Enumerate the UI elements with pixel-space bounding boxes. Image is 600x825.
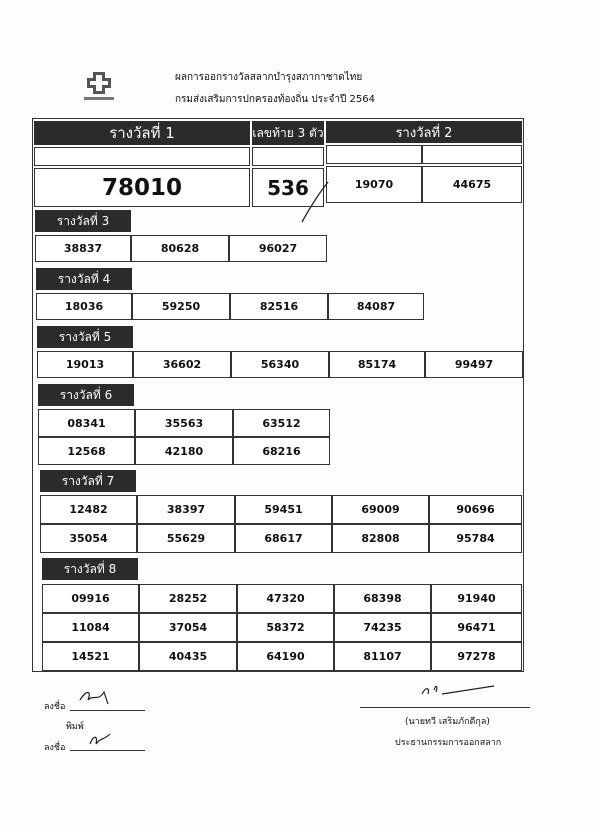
prize4-number: 18036 [36,293,132,320]
prize6-number: 68216 [233,437,330,465]
prize4-number: 82516 [230,293,328,320]
prize6-label: รางวัลที่ 6 [38,384,134,406]
prize4-number: 84087 [328,293,424,320]
prize7-number: 35054 [40,524,137,553]
blank-cell [252,147,324,166]
prize6-number: 35563 [135,409,233,437]
red-cross-logo-icon [82,70,116,102]
prize1-label: รางวัลที่ 1 [34,121,250,145]
prize8-number: 81107 [334,642,431,671]
header-subtitle: กรมส่งเสริมการปกครองท้องถิ่น ประจำปี 2564 [175,94,375,105]
prize2-label: รางวัลที่ 2 [326,121,522,143]
prize8-number: 37054 [139,613,237,642]
prize7-number: 68617 [235,524,332,553]
prize8-number: 68398 [334,584,431,613]
prize5-number: 19013 [37,351,133,378]
signature-1 [78,686,118,708]
prize8-number: 28252 [139,584,237,613]
prize1-number: 78010 [34,168,250,207]
prize8-number: 47320 [237,584,334,613]
prize7-number: 12482 [40,495,137,524]
prize5-label: รางวัลที่ 5 [37,326,133,348]
prize3-label: รางวัลที่ 3 [35,210,131,232]
prize8-number: 58372 [237,613,334,642]
chairman-name: (นายทวี เสริมภักดีกุล) [405,717,490,727]
prize7-number: 82808 [332,524,429,553]
chairman-signature [418,680,498,702]
prize7-number: 59451 [235,495,332,524]
prize6-number: 63512 [233,409,330,437]
prize7-number: 55629 [137,524,235,553]
signature-2 [86,728,116,750]
blank-cell [34,147,250,166]
blank-cell [326,145,422,164]
print-label: พิมพ์ [66,722,84,732]
last3-number: 536 [252,168,324,207]
signature-line-1 [70,710,145,711]
prize6-number: 42180 [135,437,233,465]
prize4-number: 59250 [132,293,230,320]
sign-label-2: ลงชื่อ [44,743,66,753]
prize5-number: 36602 [133,351,231,378]
last3-label: เลขท้าย 3 ตัว [252,121,324,145]
prize8-number: 96471 [431,613,522,642]
prize2-number: 19070 [326,166,422,203]
prize7-number: 38397 [137,495,235,524]
prize6-number: 08341 [38,409,135,437]
prize8-number: 91940 [431,584,522,613]
prize3-number: 96027 [229,235,327,262]
prize4-label: รางวัลที่ 4 [36,268,132,290]
header-title: ผลการออกรางวัลสลากบำรุงสภากาชาดไทย [175,72,363,83]
prize6-number: 12568 [38,437,135,465]
prize8-number: 97278 [431,642,522,671]
prize8-number: 64190 [237,642,334,671]
prize8-number: 40435 [139,642,237,671]
prize2-number: 44675 [422,166,522,203]
signature-line-2 [70,750,145,751]
prize7-number: 95784 [429,524,522,553]
chairman-title: ประธานกรรมการออกสลาก [395,738,502,748]
prize8-number: 11084 [42,613,139,642]
prize8-number: 14521 [42,642,139,671]
prize5-number: 85174 [329,351,425,378]
prize7-number: 69009 [332,495,429,524]
pen-mark [296,178,336,228]
prize8-number: 74235 [334,613,431,642]
blank-cell [422,145,522,164]
prize7-number: 90696 [429,495,522,524]
prize7-label: รางวัลที่ 7 [40,470,136,492]
prize5-number: 56340 [231,351,329,378]
signature-line-3 [360,707,530,708]
prize3-number: 38837 [35,235,131,262]
prize5-number: 99497 [425,351,523,378]
prize8-number: 09916 [42,584,139,613]
sign-label-1: ลงชื่อ [44,702,66,712]
prize3-number: 80628 [131,235,229,262]
prize8-label: รางวัลที่ 8 [42,558,138,580]
